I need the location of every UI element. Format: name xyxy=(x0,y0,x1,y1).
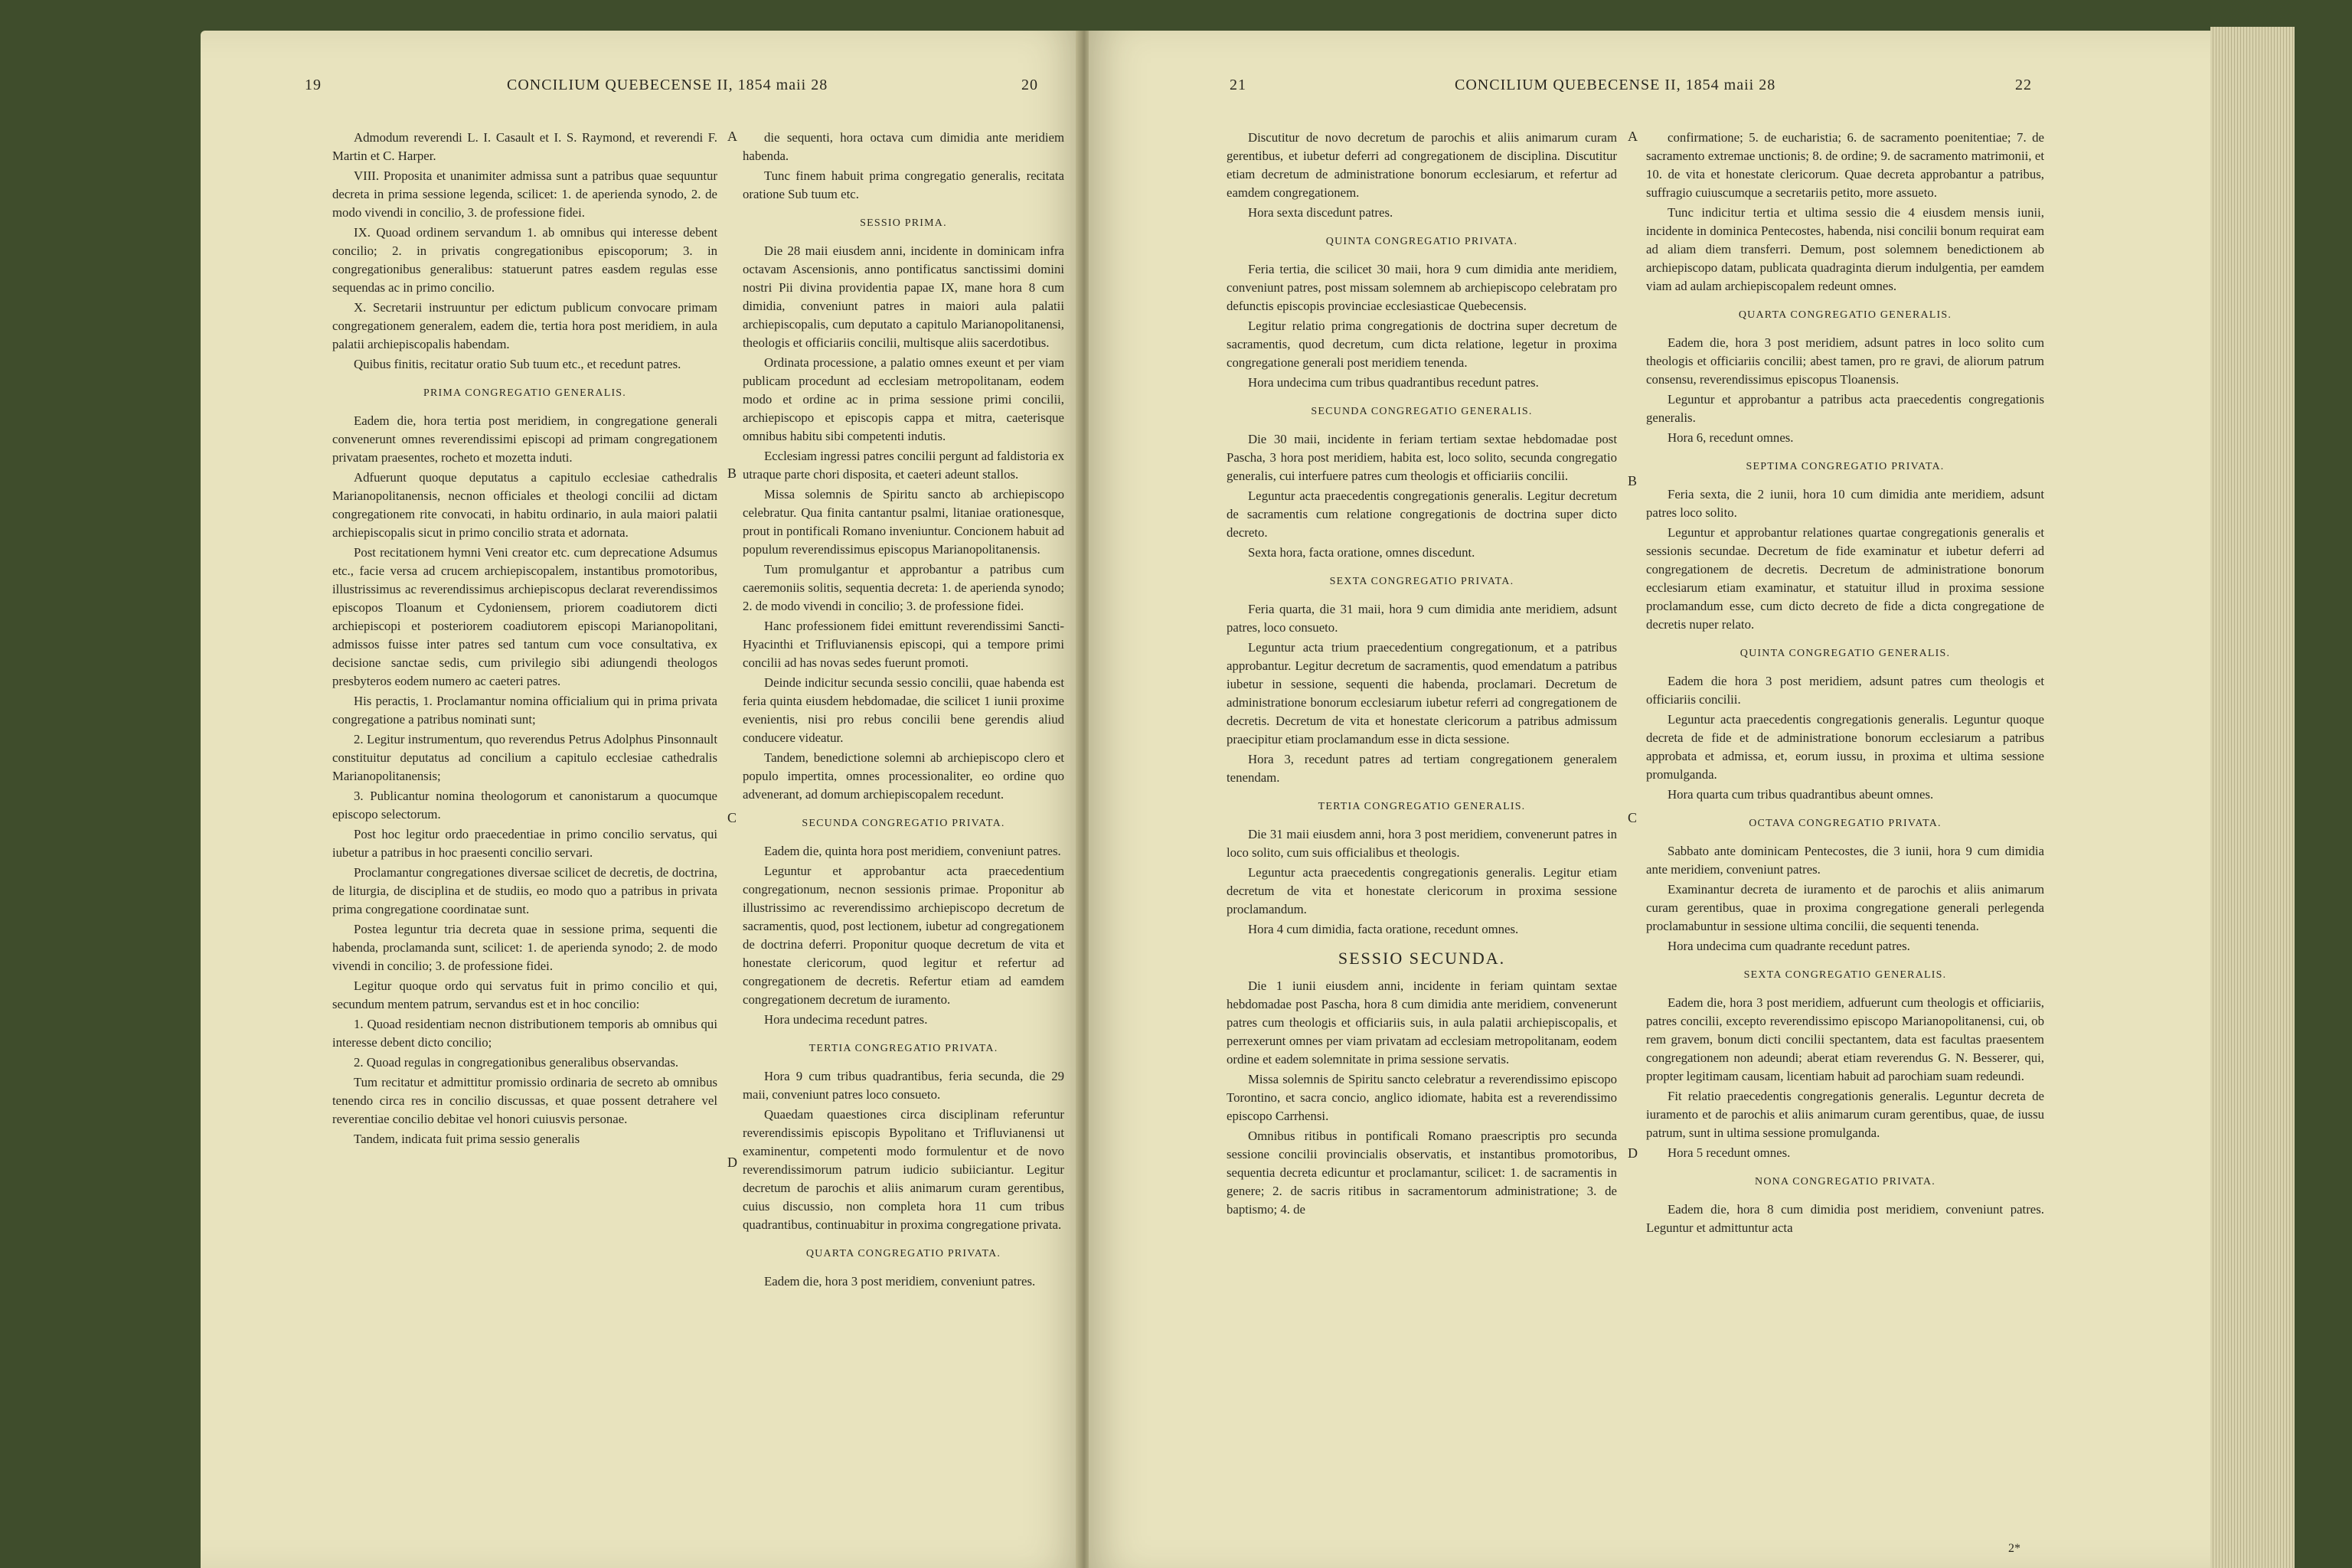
paragraph: Proclamantur congregationes diversae scilicet de decretis, de doctrina, de liturgia, de disciplina et de studiis, eo modo quo a patribus in privata prima congregatione coordinatae sunt. xyxy=(332,865,717,916)
paragraph: Hora quarta cum tribus quadrantibus abeunt omnes. xyxy=(1668,787,1934,802)
section-heading: QUINTA CONGREGATIO GENERALIS. xyxy=(1740,648,1951,659)
page-number-20: 20 xyxy=(1021,77,1038,93)
right-page xyxy=(1089,31,2210,1568)
paragraph: X. Secretarii instruuntur per edictum publicum convocare primam congregationem generalem, eadem die, tertia hora post meridiem, in aula palatii archiepiscopalis habendam. xyxy=(332,300,717,351)
paragraph: Die 1 iunii eiusdem anni, incidente in feriam quintam sextae hebdomadae post Pascha, hora 8 cum dimidia ante meridiem, convenerunt patres cum theologis et officiariis suis, in aula palatii archiepiscopalis, et perrexerunt omnes per viam privatam ad ecclesiam metropolitanam, eodem ordine et eadem solemnitate in prima sessione servatis. xyxy=(1227,978,1617,1067)
margin-mark-b-right: B xyxy=(1628,473,1638,488)
page-number-19: 19 xyxy=(305,77,322,93)
paragraph: Tum promulgantur et approbantur a patribus cum caeremoniis solitis, sequentia decreta: 1. de aperienda synodo; 2. de modo vivendi in concilio; 3. de professione fidei. xyxy=(743,562,1064,613)
section-heading: SEXTA CONGREGATIO GENERALIS. xyxy=(1743,969,1947,981)
paragraph: 1. Quoad residentiam necnon distributionem temporis ab omnibus qui interesse debent dicto concilio; xyxy=(332,1017,717,1050)
section-heading: SEPTIMA CONGREGATIO PRIVATA. xyxy=(1746,461,1945,472)
paragraph: Die 28 maii eiusdem anni, incidente in dominicam infra octavam Ascensionis, anno pontificatus sanctissimi domini nostri Pii divina providentia papae IX, mane hora 8 cum dimidia, conveniunt patres in maiori aula palatii archiepiscopalis, cum deputato a capitulo Marianopolitanensi, theologis et officiariis concilii, multisque aliis sacerdotibus. xyxy=(743,243,1064,350)
paragraph: Quibus finitis, recitatur oratio Sub tuum etc., et recedunt patres. xyxy=(354,357,681,371)
paragraph: Tunc indicitur tertia et ultima sessio die 4 eiusdem mensis iunii, incidente in dominica Pentecostes, habenda, nisi concilii bonum requirat eam ad aliam diem transferri. Demum, post solemnem benedictionem ab archiepiscopo datam, publicata quadraginta dierum indulgentia, per eamdem viam ad aulam archiepiscopalem redeunt omnes. xyxy=(1646,205,2044,293)
paragraph: Hora undecima recedunt patres. xyxy=(764,1012,928,1027)
paragraph: die sequenti, hora octava cum dimidia ante meridiem habenda. xyxy=(743,130,1064,163)
paragraph: Leguntur acta praecedentis congregationis generalis. Legitur decretum de sacramentis cum relatione congregationis de doctrina super dicto decreto. xyxy=(1227,488,1617,540)
section-heading: QUARTA CONGREGATIO GENERALIS. xyxy=(1738,309,1952,321)
paragraph: Hora 9 cum tribus quadrantibus, feria secunda, die 29 maii, conveniunt patres loco consueto. xyxy=(743,1069,1064,1102)
section-heading: SESSIO PRIMA. xyxy=(860,217,947,229)
paragraph: Tum recitatur et admittitur promissio ordinaria de secreto ab omnibus tenendo circa res in concilio discussas, et quae possent detrahere vel reverentiae concilio debitae vel honori cuiusvis personae. xyxy=(332,1075,717,1126)
paragraph: Hora undecima cum tribus quadrantibus recedunt patres. xyxy=(1248,375,1539,390)
paragraph: Eadem die, hora 3 post meridiem, conveniunt patres. xyxy=(764,1274,1036,1289)
paragraph: Tandem, indicata fuit prima sessio generalis xyxy=(354,1132,580,1146)
paragraph: Eadem die, hora 3 post meridiem, adfuerunt cum theologis et officiariis, patres concilii, excepto reverendissimo episcopo Marianopolitanensi, cui, ob rem gravem, bonum dicti concilii spectantem, data est facultas praesentem congregationem non adeundi; aberat etiam reverendus G. N. Besserer, qui, propter legitimam causam, licentiam habuit ad parochiam suam redeundi. xyxy=(1646,995,2044,1083)
paragraph: Hora 4 cum dimidia, facta oratione, recedunt omnes. xyxy=(1248,922,1519,936)
page-number-21: 21 xyxy=(1230,77,1246,93)
paragraph: Die 30 maii, incidente in feriam tertiam sextae hebdomadae post Pascha, 3 hora post meridiem, habita est, loco solito, secunda congregatio generalis, cui interfuere patres cum theologis et officiariis concilii. xyxy=(1227,432,1617,483)
section-heading: OCTAVA CONGREGATIO PRIVATA. xyxy=(1749,818,1942,829)
paragraph: Hora undecima cum quadrante recedunt patres. xyxy=(1668,939,1910,953)
paragraph: Legitur quoque ordo qui servatus fuit in primo concilio et qui, secundum mentem patrum, servandus est et in hoc concilio: xyxy=(332,978,717,1011)
right-column-2 xyxy=(1646,129,2044,1239)
paragraph: Quaedam quaestiones circa disciplinam referuntur reverendissimis episcopis Bypolitano et Trifluvianensi ut examinentur, competenti modo formulentur et de novo reverendissimorum patrum iudicio subiiciantur. Legitur decretum de parochis et aliis animarum curam gerentibus, cuius discussio, non completa hora 11 cum tribus quadrantibus, continuabitur in proxima congregatione privata. xyxy=(743,1107,1064,1232)
paragraph: Eadem die, quinta hora post meridiem, conveniunt patres. xyxy=(764,844,1061,858)
paragraph: Feria quarta, die 31 maii, hora 9 cum dimidia ante meridiem, adsunt patres, loco consueto. xyxy=(1227,602,1617,635)
paragraph: Feria tertia, die scilicet 30 maii, hora 9 cum dimidia ante meridiem, conveniunt patres, post missam solemnem ab archiepiscopo celebratam pro defunctis episcopis provinciae ecclesiasticae Quebecensis. xyxy=(1227,262,1617,313)
paragraph: confirmatione; 5. de eucharistia; 6. de sacramento poenitentiae; 7. de sacramento extremae unctionis; 8. de ordine; 9. de sacramento matrimonii, et 10. de vita et honestate clericorum. Quae decreta approbantur a patribus, suffragio cuiuscumque a secretariis petito, more assueto. xyxy=(1646,130,2044,200)
paragraph: Missa solemnis de Spiritu sancto ab archiepiscopo celebratur. Qua finita cantantur psalmi, litaniae orationesque, prout in pontificali Romano inveniuntur. Concionem habuit ad populum reverendissimus episcopus Marianopolitanensis. xyxy=(743,487,1064,557)
paragraph: Leguntur et approbantur a patribus acta praecedentis congregationis generalis. xyxy=(1646,392,2044,425)
paragraph: Discutitur de novo decretum de parochis et aliis animarum curam gerentibus, et iubetur deferri ad congregationem de disciplina. Discutitur etiam decretum de administratione bonorum ecclesiarum, et refertur ad eamdem congregationem. xyxy=(1227,130,1617,200)
right-running-head xyxy=(1089,77,2210,107)
paragraph: Feria sexta, die 2 iunii, hora 10 cum dimidia ante meridiem, adsunt patres loco solito. xyxy=(1646,487,2044,520)
paragraph: Sexta hora, facta oratione, omnes discedunt. xyxy=(1248,545,1475,560)
paragraph: His peractis, 1. Proclamantur nomina officialium qui in prima privata congregatione a patribus nominati sunt; xyxy=(332,694,717,727)
paragraph: Leguntur et approbantur acta praecedentium congregationum, necnon sessionis primae. Proponitur ab illustrissimo ac reverendissimo archiepiscopo decretum de sacramentis, quod, post lectionem, iubetur ad congregationem de doctrina deferri. Proponitur quoque decretum de vita et honestate clericorum, quod legitur et refertur ad congregationem de decretis. Refertur etiam ad eamdem congregationem decretum de iuramento. xyxy=(743,864,1064,1007)
paragraph: Tunc finem habuit prima congregatio generalis, recitata oratione Sub tuum etc. xyxy=(743,168,1064,201)
right-column-1 xyxy=(1227,129,1617,1220)
section-heading: TERTIA CONGREGATIO PRIVATA. xyxy=(808,1043,998,1054)
left-running-head xyxy=(201,77,1081,107)
paragraph: Missa solemnis de Spiritu sancto celebratur a reverendissimo episcopo Torontino, et sacra concio, anglico idiomate, habita est a reverendissimo episcopo Carrhensi. xyxy=(1227,1072,1617,1123)
left-column-2 xyxy=(743,129,1064,1292)
margin-mark-a: A xyxy=(727,129,737,144)
margin-mark-d: D xyxy=(727,1155,737,1170)
paragraph: Post recitationem hymni Veni creator etc. cum deprecatione Adsumus etc., facie versa ad crucem archiepiscopalem, instantibus promotoribus, illustrissimus ac reverendissimus archiepiscopus declarat reverendissimos episcopos Tloanum et Cydoniensem, priorem coadiutorem dicti archiepiscopi et posteriorem coadiutorem episcopi Marianopolitani, admissos fuisse inter patres sed tantum cum voce consultativa, ex decisione sanctae sedis, cum privilegio sibi adiungendi theologos presbyteros eodem numero ac caeteri patres. xyxy=(332,545,717,688)
paragraph: VIII. Proposita et unanimiter admissa sunt a patribus quae sequuntur decreta in prima sessione legenda, scilicet: 1. de aperienda synodo, 2. de modo vivendi in concilio, 3. de professione fidei. xyxy=(332,168,717,220)
section-heading: QUINTA CONGREGATIO PRIVATA. xyxy=(1325,236,1518,247)
paragraph: Tandem, benedictione solemni ab archiepiscopo clero et populo impertita, omnes processionaliter, eo ordine quo advenerant, ad domum archiepiscopalem recedunt. xyxy=(743,750,1064,802)
margin-mark-a-right: A xyxy=(1628,129,1638,144)
section-heading: TERTIA CONGREGATIO GENERALIS. xyxy=(1318,801,1526,812)
paragraph: Eadem die, hora 8 cum dimidia post meridiem, conveniunt patres. Leguntur et admittuntur acta xyxy=(1646,1202,2044,1235)
paragraph: Omnibus ritibus in pontificali Romano praescriptis pro secunda sessione concilii provincialis observatis, et instantibus promotoribus, sequentia decreta edicuntur et proclamantur, scilicet: 1. de sacramentis in genere; 2. de sacris ritibus in sacramentorum administratione; 3. de baptismo; 4. de xyxy=(1227,1129,1617,1217)
section-heading: QUARTA CONGREGATIO PRIVATA. xyxy=(805,1248,1001,1259)
paragraph: 2. Quoad regulas in congregationibus generalibus observandas. xyxy=(354,1055,679,1070)
paragraph: Eadem die hora 3 post meridiem, adsunt patres cum theologis et officiariis concilii. xyxy=(1646,674,2044,707)
paragraph: Ordinata processione, a palatio omnes exeunt et per viam publicam procedunt ad ecclesiam metropolitanam, eodem modo et ordine ac in prima sessione primi concilii, archiepiscopo et episcopis cappa et mitra, caeterisque omnibus habitu sibi competenti indutis. xyxy=(743,355,1064,443)
paragraph: Fit relatio praecedentis congregationis generalis. Leguntur decreta de iuramento et de parochis et aliis animarum curam gerentibus, quae, de iussu patrum, sunt in ultima sessione promulganda. xyxy=(1646,1089,2044,1140)
paragraph: Postea leguntur tria decreta quae in sessione prima, sequenti die habenda, proclamanda sunt, scilicet: 1. de aperienda synodo; 2. de modo vivendi in concilio; 3. de professione fidei. xyxy=(332,922,717,973)
running-title: CONCILIUM QUEBECENSE II, 1854 maii 28 xyxy=(507,77,828,93)
paragraph: Die 31 maii eiusdem anni, hora 3 post meridiem, convenerunt patres in loco solito, cum suis officialibus et theologis. xyxy=(1227,827,1617,860)
margin-mark-d-right: D xyxy=(1628,1145,1638,1161)
page-number-22: 22 xyxy=(2015,77,2032,93)
signature-mark: 2* xyxy=(2008,1542,2020,1555)
section-heading: SECUNDA CONGREGATIO GENERALIS. xyxy=(1311,406,1533,417)
paragraph: Hora sexta discedunt patres. xyxy=(1248,205,1393,220)
paragraph: Post hoc legitur ordo praecedentiae in primo concilio servatus, qui iubetur a patribus in hoc praesenti concilio servari. xyxy=(332,827,717,860)
paragraph: Hora 6, recedunt omnes. xyxy=(1668,430,1794,445)
paragraph: Hora 3, recedunt patres ad tertiam congregationem generalem tenendam. xyxy=(1227,752,1617,785)
paragraph: Hora 5 recedunt omnes. xyxy=(1668,1145,1791,1160)
paragraph: Deinde indicitur secunda sessio concilii, quae habenda est feria quinta eiusdem hebdomadae, die scilicet 1 iunii proxime evenientis, nisi pro rebus concilii bene gerendis aliud conducere videatur. xyxy=(743,675,1064,745)
section-heading: SECUNDA CONGREGATIO PRIVATA. xyxy=(802,818,1005,829)
section-heading: SESSIO SECUNDA. xyxy=(1338,949,1506,968)
paragraph: Adfuerunt quoque deputatus a capitulo ecclesiae cathedralis Marianopolitanensis, necnon officiales et theologi concilii ad dictam congregationem rite convocati, in habitu ordinario, in aula maiori palatii archiepiscopalis sicut in primo concilio strata et adornata. xyxy=(332,470,717,540)
paragraph: Sabbato ante dominicam Pentecostes, die 3 iunii, hora 9 cum dimidia ante meridiem, conveniunt patres. xyxy=(1646,844,2044,877)
paragraph: Admodum reverendi L. I. Casault et I. S. Raymond, et reverendi F. Martin et C. Harper. xyxy=(332,130,717,163)
paragraph: Hanc professionem fidei emittunt reverendissimi Sancti-Hyacinthi et Trifluvianensis episcopi, qui a tempore primi concilii ad has novas sedes fuerunt promoti. xyxy=(743,619,1064,670)
paragraph: Leguntur acta praecedentis congregationis generalis. Leguntur quoque decreta de fide et de administratione bonorum ecclesiarum a patribus approbata et admissa, et, eorum iussu, in proxima et ultima sessione promulganda. xyxy=(1646,712,2044,782)
paragraph: 3. Publicantur nomina theologorum et canonistarum a quocumque episcopo selectorum. xyxy=(332,789,717,822)
paragraph: Eadem die, hora 3 post meridiem, adsunt patres in loco solito cum theologis et officiariis concilii; abest tamen, pro re gravi, de aliorum patrum consensu, reverendissimus episcopus Tloanensis. xyxy=(1646,335,2044,387)
section-heading: SEXTA CONGREGATIO PRIVATA. xyxy=(1329,576,1514,587)
paragraph: IX. Quoad ordinem servandum 1. ab omnibus qui interesse debent concilio; 2. in privatis congregationibus episcoporum; 3. in congregationibus generalibus: statuerunt patres easdem regulas esse sequendas ac in primo concilio. xyxy=(332,225,717,295)
paragraph: Legitur relatio prima congregationis de doctrina super decretum de sacramentis, quod decretum, cum dicta relatione, legetur in proxima congregatione generali post meridiem tenenda. xyxy=(1227,318,1617,370)
section-heading: NONA CONGREGATIO PRIVATA. xyxy=(1755,1176,1936,1187)
left-column-1 xyxy=(332,129,717,1150)
paragraph: Ecclesiam ingressi patres concilii pergunt ad faldistoria ex utraque parte chori disposita, et caeteri adeunt stallos. xyxy=(743,449,1064,482)
paragraph: Examinantur decreta de iuramento et de parochis et aliis animarum curam gerentibus, quae in proxima congregatione generali perlegenda proclamabuntur in sessione ultima concilii, die sequenti tenenda. xyxy=(1646,882,2044,933)
margin-mark-b: B xyxy=(727,466,737,481)
paragraph: Leguntur et approbantur relationes quartae congregationis generalis et sessionis secundae. Decretum de fide examinatur et iubetur deferri ad congregationem de decretis. Decretum de administratione bonorum ecclesiarum etiam examinatur, et statuitur illud in proxima sessione proclamandum esse, cum dicto decreto de fide a dicta congregatione de decretis nuper relato. xyxy=(1646,525,2044,632)
left-page xyxy=(201,31,1081,1568)
running-title-right: CONCILIUM QUEBECENSE II, 1854 maii 28 xyxy=(1455,77,1776,93)
paragraph: Eadem die, hora tertia post meridiem, in congregatione generali convenerunt omnes reverendissimi episcopi ad primam congregationem privatam praesentes, rocheto et mozetta induti. xyxy=(332,413,717,465)
page-edges xyxy=(2210,27,2295,1568)
section-heading: PRIMA CONGREGATIO GENERALIS. xyxy=(423,387,626,399)
paragraph: 2. Legitur instrumentum, quo reverendus Petrus Adolphus Pinsonnault constituitur deputatus ad concilium a capitulo ecclesiae cathedralis Marianopolitanensis; xyxy=(332,732,717,783)
margin-mark-c-right: C xyxy=(1628,810,1638,825)
paragraph: Leguntur acta trium praecedentium congregationum, et a patribus approbantur. Legitur decretum de sacramentis, quod emendatum a patribus iubetur in sessione, sequenti die habenda, proclamari. Decretum de administratione bonorum ecclesiarum iubetur referri ad congregationem de decretis. Decretum de vita et honestate clericorum a patribus admissum praecipitur etiam proclamandum esse in dicta sessione. xyxy=(1227,640,1617,746)
margin-mark-c: C xyxy=(727,810,737,825)
paragraph: Leguntur acta praecedentis congregationis generalis. Legitur etiam decretum de vita et honestate clericorum in proxima sessione proclamandum. xyxy=(1227,865,1617,916)
